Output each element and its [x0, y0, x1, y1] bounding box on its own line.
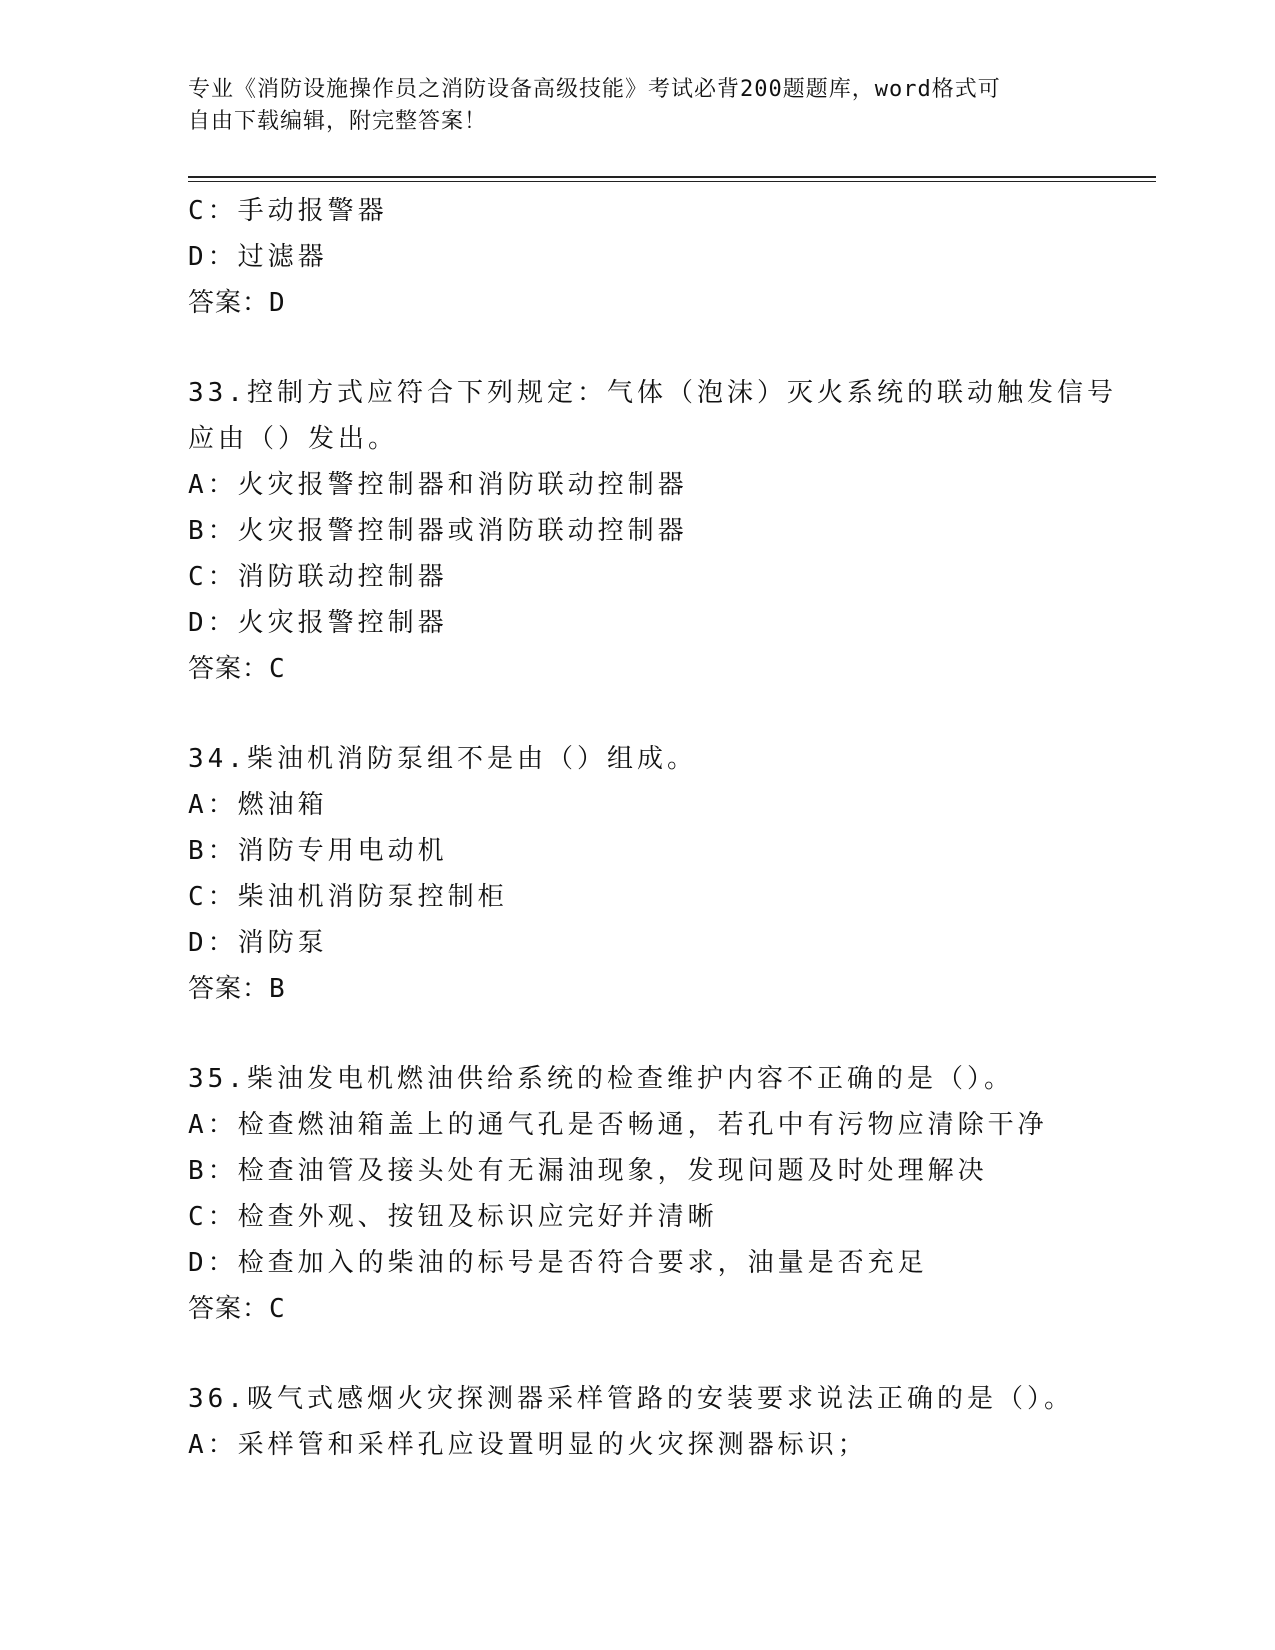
option-d: D：火灾报警控制器	[188, 608, 448, 638]
header-divider-thin	[188, 181, 1156, 182]
answer-label: 答案：	[188, 1294, 270, 1324]
answer-value: C	[269, 654, 286, 684]
question-item	[188, 370, 1156, 692]
option-a: A：火灾报警控制器和消防联动控制器	[188, 470, 688, 500]
question-item	[188, 1056, 1156, 1332]
option-a: A：燃油箱	[188, 790, 328, 820]
option-c: C：手动报警器	[188, 196, 388, 226]
header-divider-thick	[188, 176, 1156, 178]
option-b: B：检查油管及接头处有无漏油现象，发现问题及时处理解决	[188, 1156, 988, 1186]
answer-line	[188, 646, 1156, 692]
option-b: B：消防专用电动机	[188, 836, 448, 866]
question-list	[188, 188, 1156, 1468]
question-stem: 36.吸气式感烟火灾探测器采样管路的安装要求说法正确的是（）。	[188, 1384, 1074, 1414]
answer-line	[188, 280, 1156, 326]
option-b: B：火灾报警控制器或消防联动控制器	[188, 516, 688, 546]
question-item	[188, 1376, 1156, 1468]
option-d: D：过滤器	[188, 242, 328, 272]
option-c: C：消防联动控制器	[188, 562, 448, 592]
option-c: C：检查外观、按钮及标识应完好并清晰	[188, 1202, 718, 1232]
continued-question	[188, 188, 1156, 326]
option-a: A：检查燃油箱盖上的通气孔是否畅通，若孔中有污物应清除干净	[188, 1110, 1048, 1140]
answer-label: 答案：	[188, 974, 270, 1004]
question-stem: 应由（）发出。	[188, 424, 399, 454]
answer-line	[188, 966, 1156, 1012]
question-stem: 33.控制方式应符合下列规定：气体（泡沫）灭火系统的联动触发信号	[188, 378, 1117, 408]
option-d: D：检查加入的柴油的标号是否符合要求，油量是否充足	[188, 1248, 928, 1278]
option-d: D：消防泵	[188, 928, 328, 958]
answer-value: D	[269, 288, 286, 318]
question-stem: 34.柴油机消防泵组不是由（）组成。	[188, 744, 697, 774]
document-header	[188, 74, 1088, 138]
answer-value: C	[269, 1294, 286, 1324]
option-c: C：柴油机消防泵控制柜	[188, 882, 508, 912]
question-stem: 35.柴油发电机燃油供给系统的检查维护内容不正确的是（）。	[188, 1064, 1014, 1094]
answer-line	[188, 1286, 1156, 1332]
answer-label: 答案：	[188, 288, 270, 318]
option-a: A：采样管和采样孔应设置明显的火灾探测器标识；	[188, 1430, 868, 1460]
header-line-2: 自由下载编辑，附完整答案！	[188, 109, 488, 134]
answer-value: B	[269, 974, 286, 1004]
answer-label: 答案：	[188, 654, 270, 684]
question-item	[188, 736, 1156, 1012]
header-line-1: 专业《消防设施操作员之消防设备高级技能》考试必背200题题库，word格式可	[188, 77, 1001, 102]
